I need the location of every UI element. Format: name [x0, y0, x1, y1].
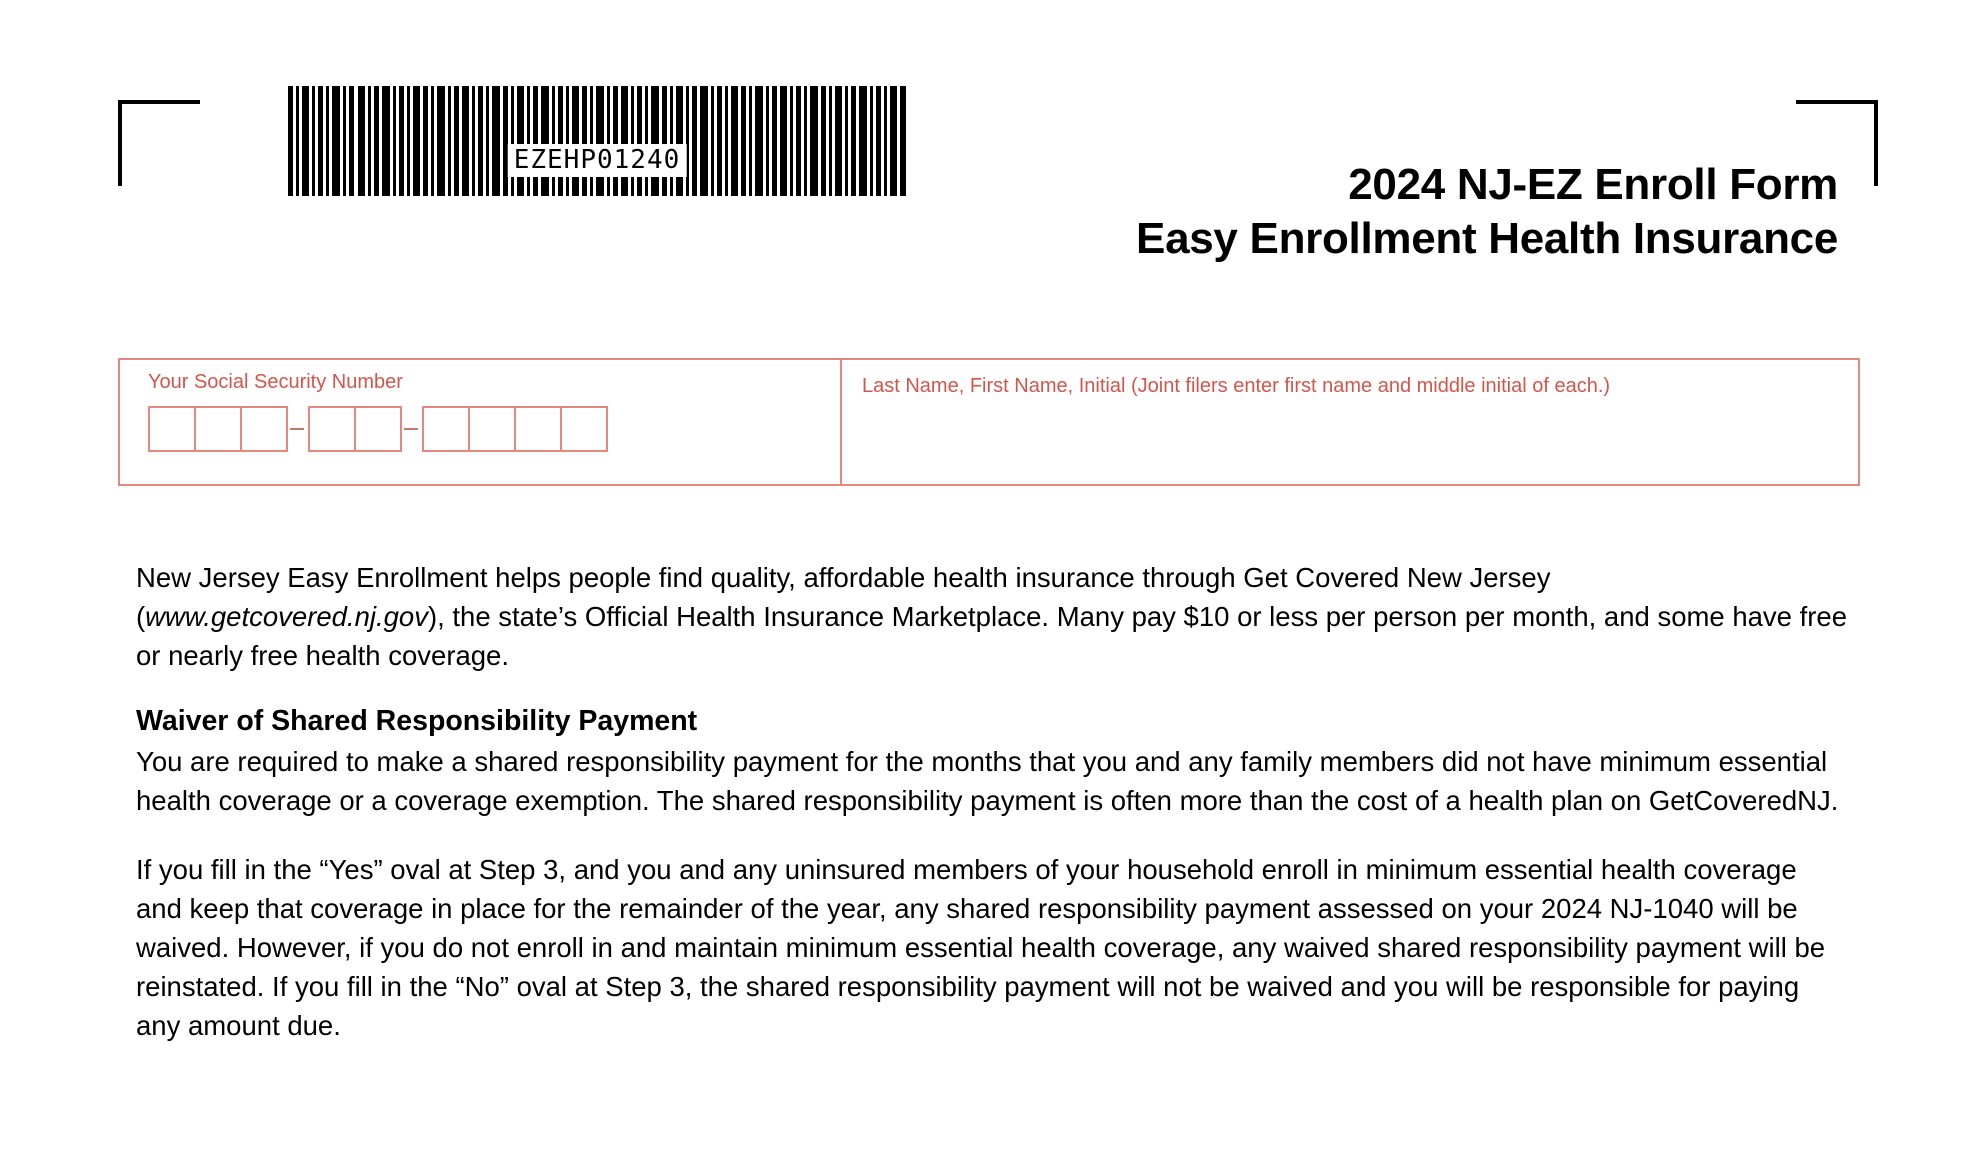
ssn-field-group — [120, 360, 842, 484]
ssn-separator-dash — [404, 428, 418, 430]
crop-mark-top-left — [118, 100, 200, 186]
waiver-paragraph: You are required to make a shared responsibility payment for the months that you and any family members did not have minimum essential health coverage or a coverage exemption. The shared responsibility payment is often more than the cost of a health plan on GetCoveredNJ. — [136, 746, 1839, 817]
ssn-cell[interactable] — [194, 406, 242, 452]
ssn-group-1[interactable] — [148, 406, 286, 452]
barcode — [288, 86, 906, 196]
barcode-graphic — [288, 86, 906, 196]
ssn-cell[interactable] — [422, 406, 470, 452]
name-label: Last Name, First Name, Initial (Joint filers enter first name and middle initial of each.) — [862, 375, 1611, 397]
form-instructions — [136, 558, 1848, 1045]
ssn-cell[interactable] — [148, 406, 196, 452]
form-title-subtitle: Easy Enrollment Health Insurance — [1136, 213, 1838, 263]
form-title-year: 2024 NJ-EZ Enroll Form — [1348, 160, 1838, 209]
ssn-cell[interactable] — [468, 406, 516, 452]
intro-paragraph — [136, 558, 1848, 675]
ssn-separator-dash — [290, 428, 304, 430]
ssn-cell[interactable] — [514, 406, 562, 452]
ssn-cell[interactable] — [560, 406, 608, 452]
ssn-cell[interactable] — [354, 406, 402, 452]
intro-text-part1: New Jersey Easy Enrollment helps people find quality, affordable health insurance through Get Covered New Jersey ( — [136, 562, 1551, 633]
form-header — [0, 0, 1968, 300]
form-title — [1136, 158, 1838, 265]
ssn-group-2[interactable] — [308, 406, 400, 452]
step3-paragraph: If you fill in the “Yes” oval at Step 3, and you and any uninsured members of your household enroll in minimum essential health coverage and keep that coverage in place for the remainder of the year, any shared responsibility payment assessed on your 2024 NJ-1040 will be waived. However, if you do not enroll in and maintain minimum essential health coverage, any waived shared responsibility payment will be reinstated. If you fill in the “No” oval at Step 3, the shared responsibility payment will not be waived and you will be responsible for paying any amount due. — [136, 854, 1826, 1042]
ssn-cell[interactable] — [240, 406, 288, 452]
ssn-group-3[interactable] — [422, 406, 606, 452]
waiver-heading: Waiver of Shared Responsibility Payment — [136, 705, 698, 738]
ssn-label: Your Social Security Number — [148, 371, 403, 393]
barcode-label: EZEHP01240 — [508, 144, 687, 177]
name-field-group[interactable] — [842, 360, 1858, 484]
getcovered-link[interactable]: www.getcovered.nj.gov — [145, 601, 428, 633]
taxpayer-identification-box — [118, 358, 1860, 486]
name-input[interactable] — [862, 398, 1858, 452]
intro-text-part2: ), the state’s Official Health Insurance Marketplace. Many pay $10 or less per person per month, and some have free or nearly free health coverage. — [136, 601, 1847, 672]
ssn-cell[interactable] — [308, 406, 356, 452]
ssn-input[interactable] — [148, 406, 840, 452]
